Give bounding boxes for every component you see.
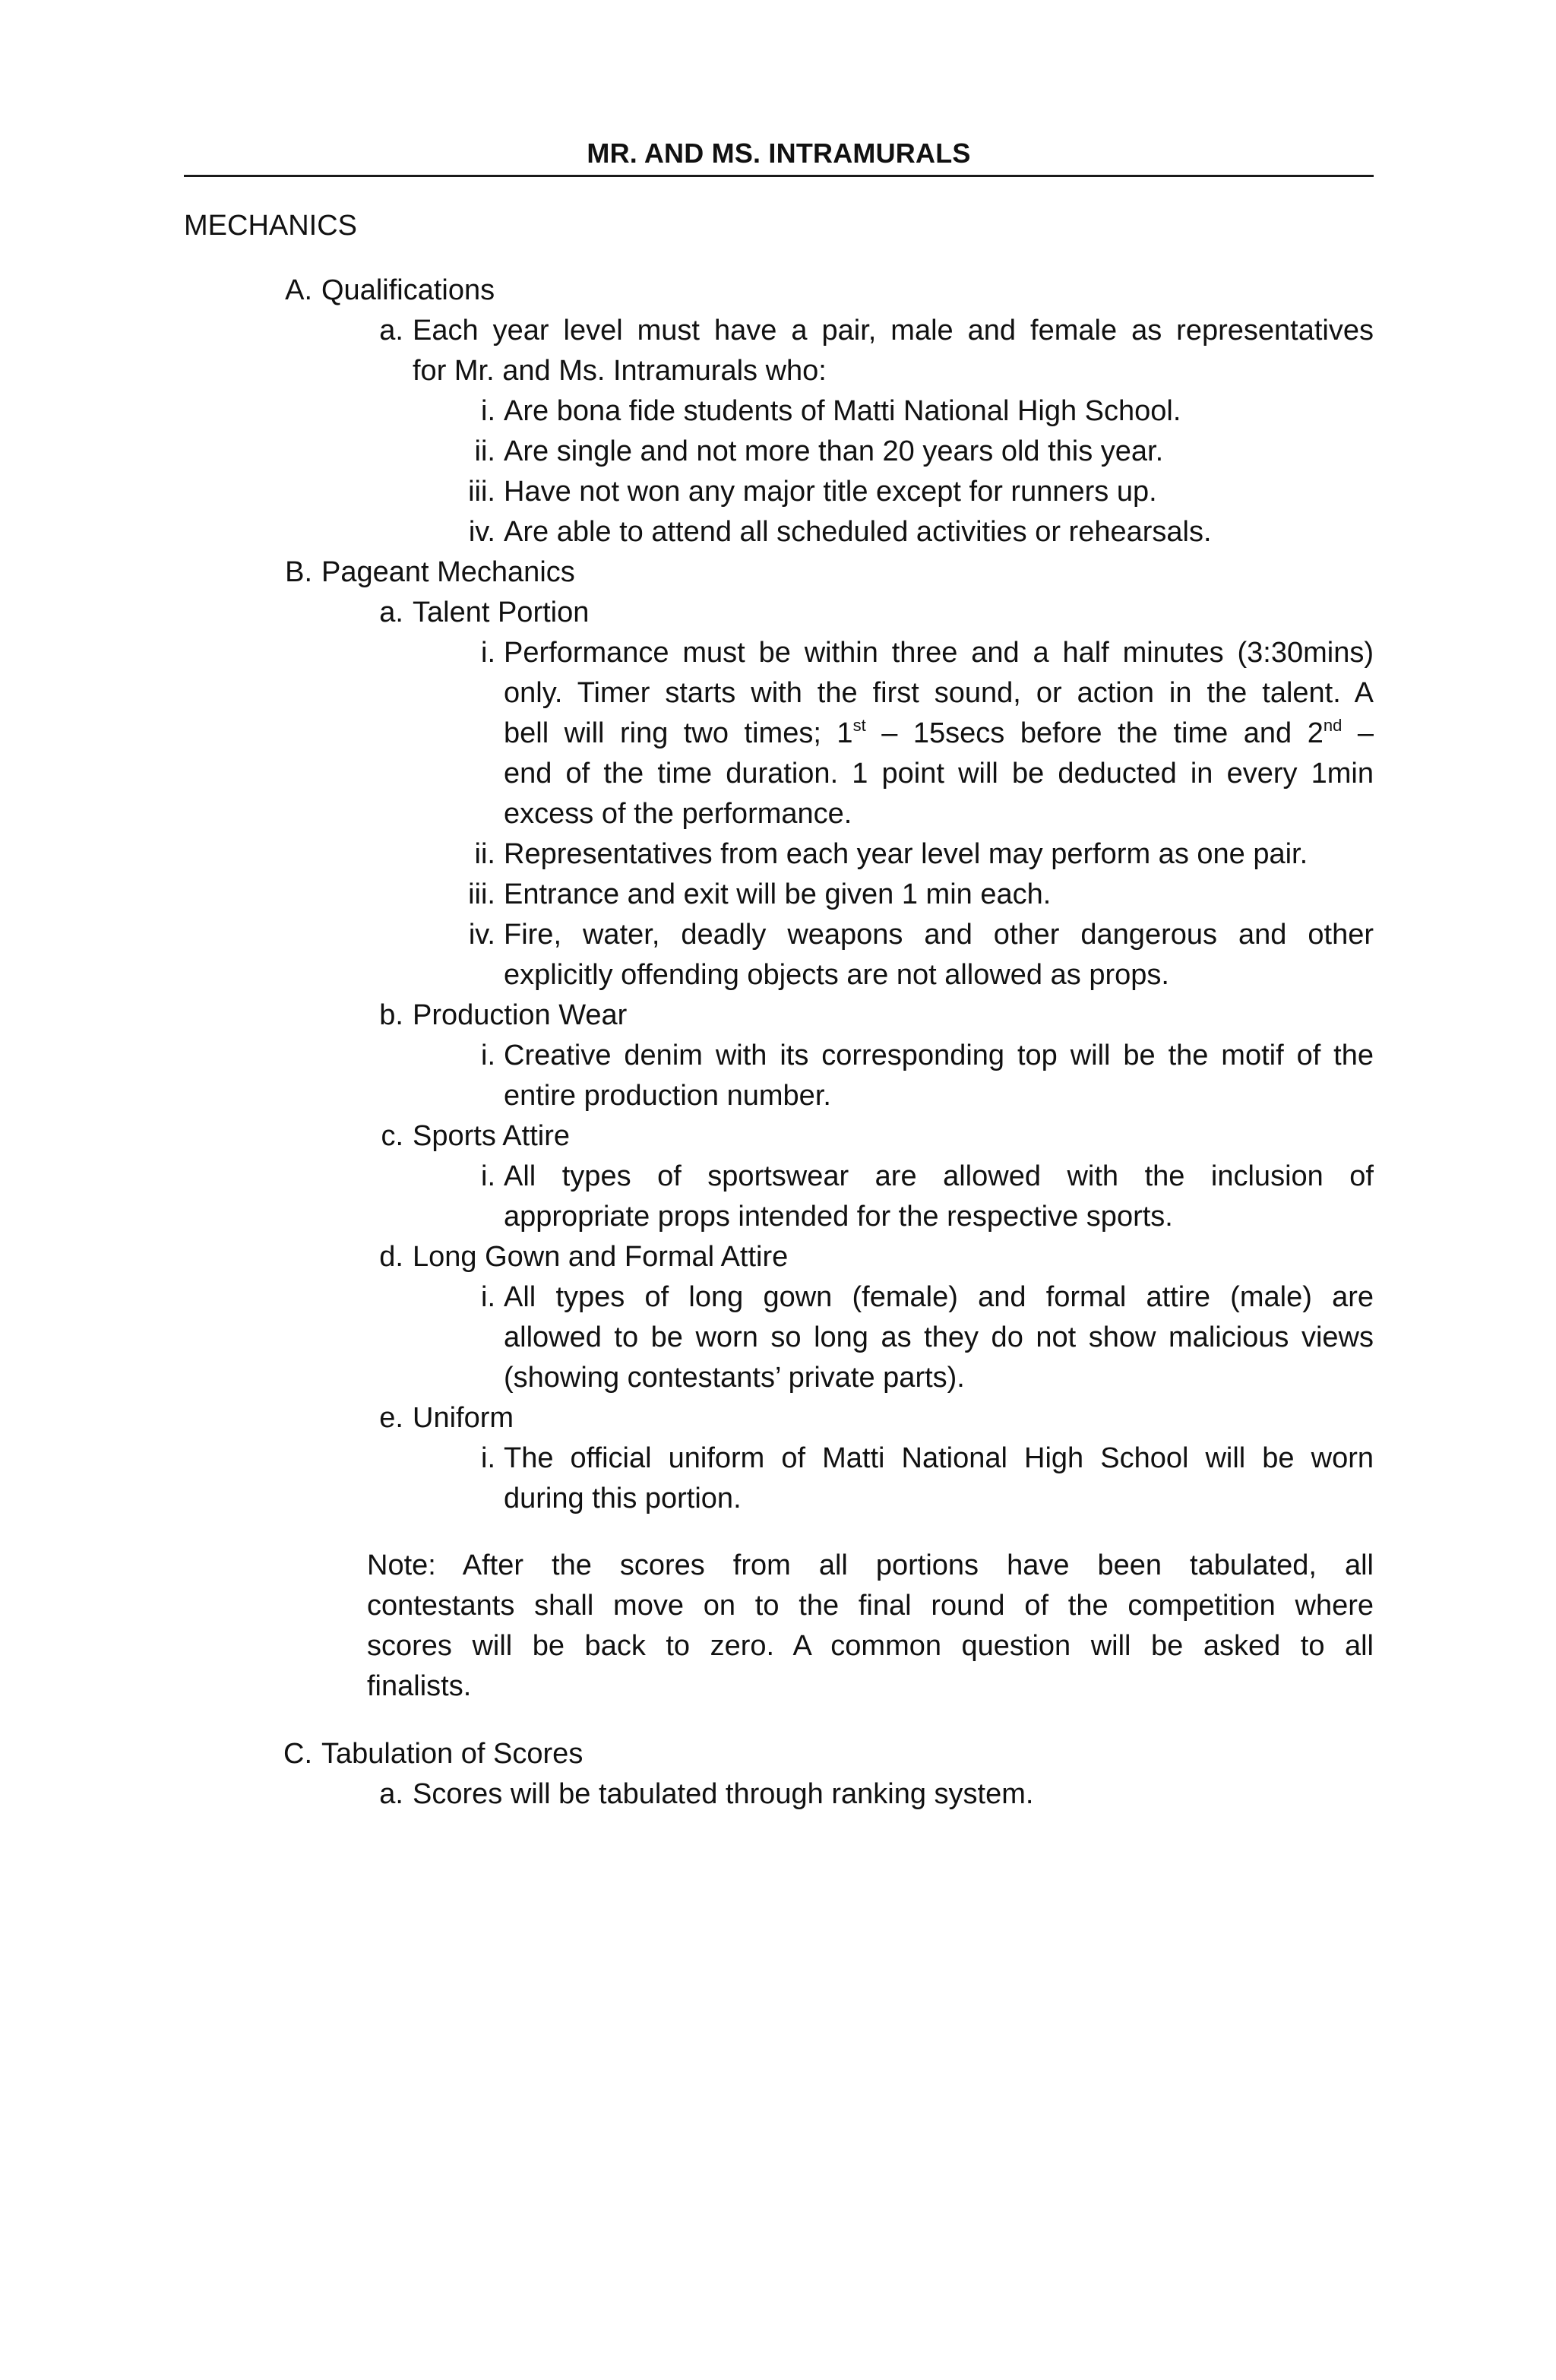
title-underline [184,175,1374,177]
talent-iii-text: Entrance and exit will be given 1 min each. [504,878,1052,910]
qual-a-line1: Each year level must have a pair, male and female as representatives [413,315,1374,347]
uniform-marker: e. [379,1402,403,1434]
ordinal-first-suffix: st [852,716,866,735]
section-b-label: Pageant Mechanics [321,556,575,588]
talent-i-line5: excess of the performance. [504,798,852,830]
qual-iv-text: Are able to attend all scheduled activities or rehearsals. [504,516,1212,548]
gown-marker: d. [379,1241,403,1273]
talent-label: Talent Portion [413,597,590,628]
gown-i-line3: (showing contestants’ private parts). [504,1362,965,1394]
sports-marker: c. [381,1120,403,1152]
talent-i-marker: i. [481,637,495,669]
qual-i-marker: i. [481,395,495,427]
talent-iv-line1: Fire, water, deadly weapons and other dangerous and other [504,919,1374,951]
talent-i-line1: Performance must be within three and a half minutes (3:30mins) [504,637,1374,669]
section-a-label: Qualifications [321,274,495,306]
production-i-line1: Creative denim with its corresponding top will be the motif of the [504,1040,1374,1071]
sports-i-marker: i. [481,1160,495,1192]
talent-i-line4: end of the time duration. 1 point will be deducted in every 1min [504,758,1374,790]
production-marker: b. [379,999,403,1031]
production-label: Production Wear [413,999,628,1031]
note-line4: finalists. [367,1670,472,1702]
talent-iv-line2: explicitly offending objects are not allowed as props. [504,959,1169,991]
production-i-line2: entire production number. [504,1080,831,1112]
section-heading: MECHANICS [184,210,358,242]
talent-marker: a. [379,597,403,628]
sports-i-line2: appropriate props intended for the respective sports. [504,1201,1173,1233]
talent-i-line2: only. Timer starts with the first sound, or action in the talent. A [504,677,1374,709]
note-line1: Note: After the scores from all portions have been tabulated, all [367,1549,1374,1581]
talent-i-line3 [504,714,1374,754]
sports-label: Sports Attire [413,1120,570,1152]
talent-iii-marker: iii. [468,878,495,910]
qual-iii-marker: iii. [468,476,495,508]
sports-i-line1: All types of sportswear are allowed with the inclusion of [504,1160,1374,1192]
tabulation-a-text: Scores will be tabulated through ranking system. [413,1778,1034,1810]
qual-a-marker: a. [379,315,403,347]
section-c-marker: C. [283,1738,312,1770]
talent-ii-text: Representatives from each year level may perform as one pair. [504,838,1308,870]
gown-i-line2: allowed to be worn so long as they do not show malicious views [504,1321,1374,1353]
uniform-i-marker: i. [481,1442,495,1474]
note-line2: contestants shall move on to the final round of the competition where [367,1590,1374,1622]
document-title: MR. AND MS. INTRAMURALS [587,138,971,169]
uniform-i-line1: The official uniform of Matti National High School will be worn [504,1442,1374,1474]
qual-ii-marker: ii. [474,435,495,467]
talent-i-line3-mid: – 15secs before the time and 2 [865,717,1324,749]
qual-a-line2: for Mr. and Ms. Intramurals who: [413,355,827,387]
gown-i-line1: All types of long gown (female) and formal attire (male) are [504,1281,1374,1313]
section-b-marker: B. [285,556,312,588]
talent-ii-marker: ii. [474,838,495,870]
uniform-i-line2: during this portion. [504,1483,742,1514]
section-c-label: Tabulation of Scores [321,1738,584,1770]
qual-iii-text: Have not won any major title except for runners up. [504,476,1157,508]
note-line3: scores will be back to zero. A common question will be asked to all [367,1630,1374,1662]
gown-i-marker: i. [481,1281,495,1313]
talent-i-line3-post: – [1342,717,1374,749]
production-i-marker: i. [481,1040,495,1071]
talent-i-line3-pre: bell will ring two times; 1 [504,717,853,749]
section-a-marker: A. [285,274,312,306]
qual-i-text: Are bona fide students of Matti National High School. [504,395,1181,427]
tabulation-a-marker: a. [379,1778,403,1810]
uniform-label: Uniform [413,1402,514,1434]
gown-label: Long Gown and Formal Attire [413,1241,789,1273]
talent-iv-marker: iv. [468,919,495,951]
ordinal-second-suffix: nd [1323,716,1343,735]
qual-ii-text: Are single and not more than 20 years old this year. [504,435,1164,467]
qual-iv-marker: iv. [468,516,495,548]
